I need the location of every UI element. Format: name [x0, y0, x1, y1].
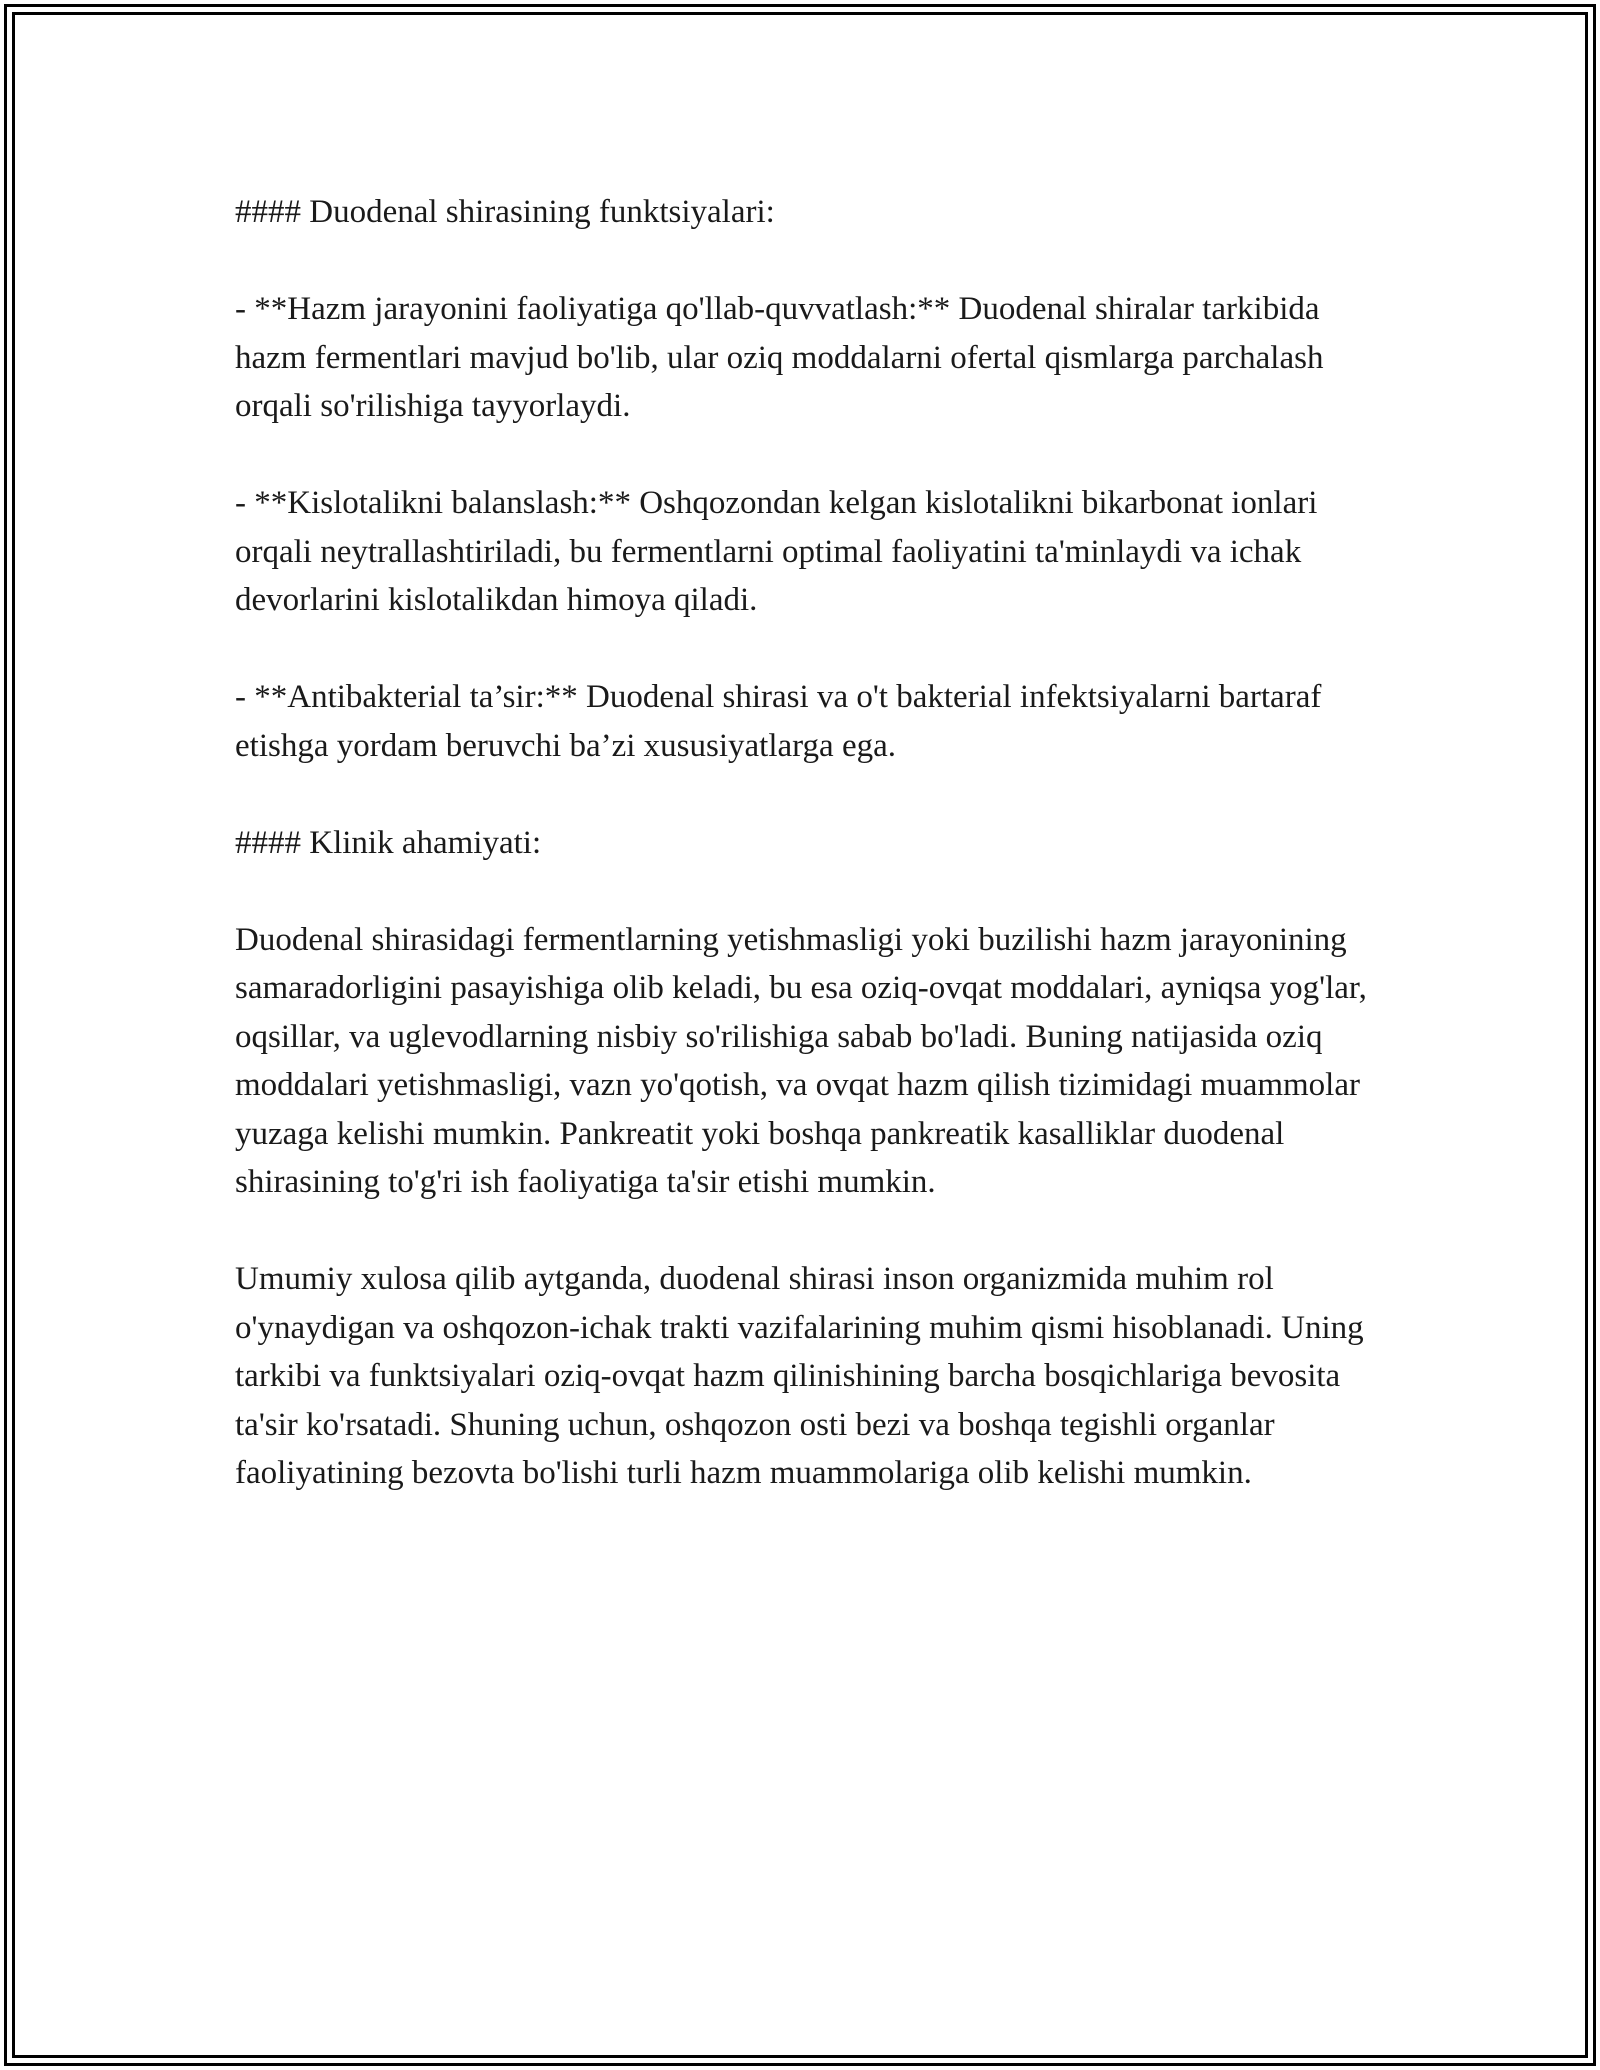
paragraph-conclusion: Umumiy xulosa qilib aytganda, duodenal shirasi inson organizmida muhim rol o'ynaydigan va oshqozon-ichak trakti vazifalarining muhim qismi hisoblanadi. Uning tarkibi va funktsiyalari oziq-ovqat hazm qilinishining barcha bosqichlariga bevosita ta'sir ko'rsatadi. Shuning uchun, oshqozon osti bezi va boshqa tegishli organlar faoliyatining bezovta bo'lishi turli hazm muammolariga olib kelishi mumkin.	[235, 1261, 1364, 1491]
document-body	[235, 188, 1375, 1546]
section-heading-functions: #### Duodenal shirasining funktsiyalari:	[235, 194, 775, 230]
section-heading-clinical: #### Klinik ahamiyati:	[235, 824, 542, 861]
bullet-antibacterial: - **Antibakterial ta’sir:** Duodenal shirasi va o't bakterial infektsiyalarni bartaraf etishga yordam beruvchi ba’zi xususiyatlarga ega.	[235, 679, 1322, 764]
bullet-acidity-balance: - **Kislotalikni balanslash:** Oshqozondan kelgan kislotalikni bikarbonat ionlari orqali neytrallashtiriladi, bu fermentlarni optimal faoliyatini ta'minlaydi va ichak devorlarini kislotalikdan himoya qiladi.	[235, 485, 1318, 618]
paragraph-clinical-significance: Duodenal shirasidagi fermentlarning yetishmasligi yoki buzilishi hazm jarayonining samaradorligini pasayishiga olib keladi, bu esa oziq-ovqat moddalari, ayniqsa yog'lar, oqsillar, va uglevodlarning nisbiy so'rilishiga sabab bo'ladi. Buning natijasida oziq moddalari yetishmasligi, vazn yo'qotish, va ovqat hazm qilish tizimidagi muammolar yuzaga kelishi mumkin. Pankreatit yoki boshqa pankreatik kasalliklar duodenal shirasining to'g'ri ish faoliyatiga ta'sir etishi mumkin.	[235, 921, 1367, 1200]
bullet-digestion-support: - **Hazm jarayonini faoliyatiga qo'llab-quvvatlash:** Duodenal shiralar tarkibida hazm fermentlari mavjud bo'lib, ular oziq moddalarni ofertal qismlarga parchalash orqali so'rilishiga tayyorlaydi.	[235, 291, 1324, 424]
